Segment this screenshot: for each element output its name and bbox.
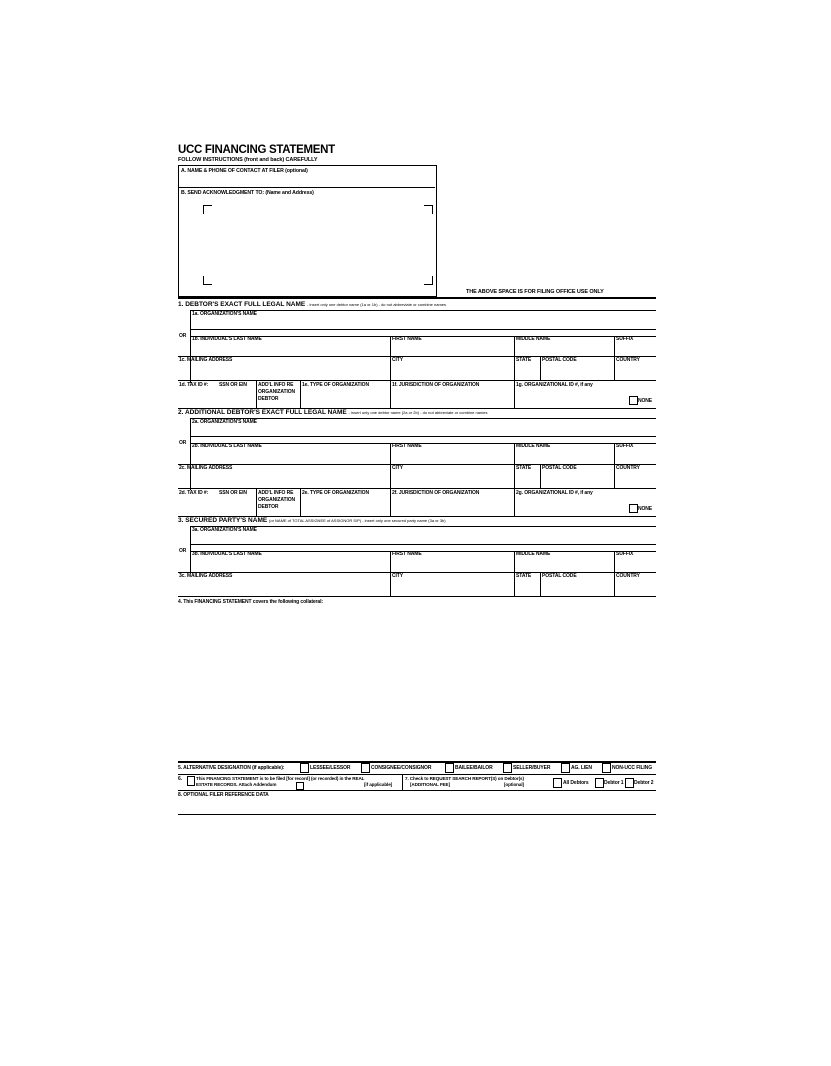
section6-line1: This FINANCING STATEMENT is to be filed [for record] (or recorded) in the REAL: [196, 776, 365, 781]
section1-addl-info-label: DEBTOR: [258, 396, 279, 402]
section1-last-name-label: 1b. INDIVIDUAL'S LAST NAME: [192, 336, 262, 342]
ag-lien-checkbox[interactable]: [561, 763, 570, 773]
section1-org-id-label: 1g. ORGANIZATIONAL ID #, if any: [516, 382, 593, 388]
lessee-lessor-checkbox[interactable]: [300, 763, 309, 773]
section2-addl-info-label: ADD'L INFO RE: [258, 490, 294, 496]
address-corner-bracket: [203, 276, 212, 285]
section1-none-label: NONE: [638, 398, 653, 404]
section1-suffix-label: SUFFIX: [616, 336, 634, 342]
section4-collateral-label: 4. This FINANCING STATEMENT covers the following collateral:: [178, 599, 323, 605]
address-corner-bracket: [424, 205, 433, 214]
section5-label: 5. ALTERNATIVE DESIGNATION (if applicable):: [178, 765, 285, 771]
section2-country-label: COUNTRY: [616, 465, 640, 471]
section2-org-name-label: 2a. ORGANIZATION'S NAME: [192, 419, 257, 425]
section6-line2: ESTATE RECORDS. Attach Addendum: [196, 782, 277, 787]
section2-none-label: NONE: [638, 506, 653, 512]
section1-ssn-label: SSN OR EIN: [219, 382, 247, 388]
section2-first-name-label: FIRST NAME: [392, 443, 422, 449]
section2-tax-id-label: 2d. TAX ID #:: [179, 490, 209, 496]
field-a-label: A. NAME & PHONE OF CONTACT AT FILER (optional): [181, 168, 308, 174]
non-ucc-filing-label: NON-UCC FILING: [612, 765, 652, 771]
seller-buyer-checkbox[interactable]: [503, 763, 512, 773]
section7-line2: [ADDITIONAL FEE]: [410, 782, 450, 787]
section2-jurisdiction-label: 2f. JURISDICTION OF ORGANIZATION: [392, 490, 480, 496]
section2-ssn-label: SSN OR EIN: [219, 490, 247, 496]
form-subtitle: FOLLOW INSTRUCTIONS (front and back) CAREFULLY: [178, 157, 318, 163]
address-corner-bracket: [203, 205, 212, 214]
section3-postal-label: POSTAL CODE: [542, 573, 577, 579]
address-corner-bracket: [424, 276, 433, 285]
section6-applicable: [if applicable]: [364, 782, 393, 787]
section3-middle-name-label: MIDDLE NAME: [516, 551, 551, 557]
section2-addl-info-label: DEBTOR: [258, 504, 279, 510]
section2-city-label: CITY: [392, 465, 403, 471]
section1-first-name-label: FIRST NAME: [392, 336, 422, 342]
lessee-lessor-label: LESSEE/LESSOR: [310, 765, 351, 771]
section3-suffix-label: SUFFIX: [616, 551, 634, 557]
section2-mailing-label: 2c. MAILING ADDRESS: [179, 465, 233, 471]
attach-addendum-checkbox[interactable]: [296, 782, 304, 790]
bailee-bailor-checkbox[interactable]: [445, 763, 454, 773]
section7-line1: 7. Check to REQUEST SEARCH REPORT(S) on Debtor(s): [405, 776, 524, 781]
section2-type-org-label: 2e. TYPE OF ORGANIZATION: [302, 490, 369, 496]
section1-country-label: COUNTRY: [616, 357, 640, 363]
section3-org-name-label: 3a. ORGANIZATION'S NAME: [192, 527, 257, 533]
section2-middle-name-label: MIDDLE NAME: [516, 443, 551, 449]
ag-lien-label: AG. LIEN: [571, 765, 592, 771]
section2-or-label: OR: [179, 440, 187, 446]
filer-reference-field[interactable]: [178, 800, 656, 813]
field-b-label: B. SEND ACKNOWLEDGMENT TO: (Name and Address): [181, 190, 314, 196]
non-ucc-filing-checkbox[interactable]: [602, 763, 611, 773]
section2-suffix-label: SUFFIX: [616, 443, 634, 449]
consignee-consignor-label: CONSIGNEE/CONSIGNOR: [371, 765, 432, 771]
section1-postal-label: POSTAL CODE: [542, 357, 577, 363]
section1-addl-info-label: ADD'L INFO RE: [258, 382, 294, 388]
section1-jurisdiction-label: 1f. JURISDICTION OF ORGANIZATION: [392, 382, 480, 388]
debtor2-checkbox[interactable]: [625, 778, 634, 788]
section1-type-org-label: 1e. TYPE OF ORGANIZATION: [302, 382, 369, 388]
all-debtors-checkbox[interactable]: [553, 778, 562, 788]
real-estate-records-checkbox[interactable]: [187, 776, 195, 786]
section3-heading: 3. SECURED PARTY'S NAME (or NAME of TOTAL ASSIGNEE of ASSIGNOR S/P) - insert only one secured party name (3a or 3b): [178, 517, 446, 524]
section6-number: 6.: [178, 776, 182, 782]
section1-or-label: OR: [179, 333, 187, 339]
section1-org-name-label: 1a. ORGANIZATION'S NAME: [192, 311, 257, 317]
section2-none-checkbox[interactable]: [629, 504, 638, 513]
section2-org-id-label: 2g. ORGANIZATIONAL ID #, if any: [516, 490, 593, 496]
section1-city-label: CITY: [392, 357, 403, 363]
section7-optional: [optional]: [504, 782, 524, 787]
collateral-area[interactable]: [178, 608, 656, 760]
section1-addl-info-label: ORGANIZATION: [258, 389, 296, 395]
section1-none-checkbox[interactable]: [629, 396, 638, 405]
section3-country-label: COUNTRY: [616, 573, 640, 579]
filing-office-label: THE ABOVE SPACE IS FOR FILING OFFICE USE ONLY: [466, 289, 604, 295]
section3-city-label: CITY: [392, 573, 403, 579]
section3-state-label: STATE: [516, 573, 532, 579]
section2-postal-label: POSTAL CODE: [542, 465, 577, 471]
contact-filer-box[interactable]: [178, 165, 437, 297]
section2-state-label: STATE: [516, 465, 532, 471]
section1-mailing-label: 1c. MAILING ADDRESS: [179, 357, 233, 363]
debtor2-label: Debtor 2: [634, 780, 654, 786]
section2-addl-info-label: ORGANIZATION: [258, 497, 296, 503]
all-debtors-label: All Debtors: [563, 780, 589, 786]
section1-heading: 1. DEBTOR'S EXACT FULL LEGAL NAME - insert only one debtor name (1a or 1b) - do not abbreviate or combine names: [178, 301, 447, 308]
section1-tax-id-label: 1d. TAX ID #:: [179, 382, 209, 388]
section2-last-name-label: 2b. INDIVIDUAL'S LAST NAME: [192, 443, 262, 449]
section1-state-label: STATE: [516, 357, 532, 363]
debtor1-label: Debtor 1: [604, 780, 624, 786]
seller-buyer-label: SELLER/BUYER: [513, 765, 551, 771]
section2-heading: 2. ADDITIONAL DEBTOR'S EXACT FULL LEGAL NAME - insert only one debtor name (2a or 2b) - do not abbreviate or combine names: [178, 409, 488, 416]
consignee-consignor-checkbox[interactable]: [361, 763, 370, 773]
section3-mailing-label: 3c. MAILING ADDRESS: [179, 573, 233, 579]
section3-last-name-label: 3b. INDIVIDUAL'S LAST NAME: [192, 551, 262, 557]
section1-middle-name-label: MIDDLE NAME: [516, 336, 551, 342]
section3-first-name-label: FIRST NAME: [392, 551, 422, 557]
section3-or-label: OR: [179, 548, 187, 554]
bailee-bailor-label: BAILEE/BAILOR: [455, 765, 493, 771]
debtor1-checkbox[interactable]: [595, 778, 604, 788]
section8-label: 8. OPTIONAL FILER REFERENCE DATA: [178, 792, 269, 798]
form-title: UCC FINANCING STATEMENT: [178, 144, 335, 156]
